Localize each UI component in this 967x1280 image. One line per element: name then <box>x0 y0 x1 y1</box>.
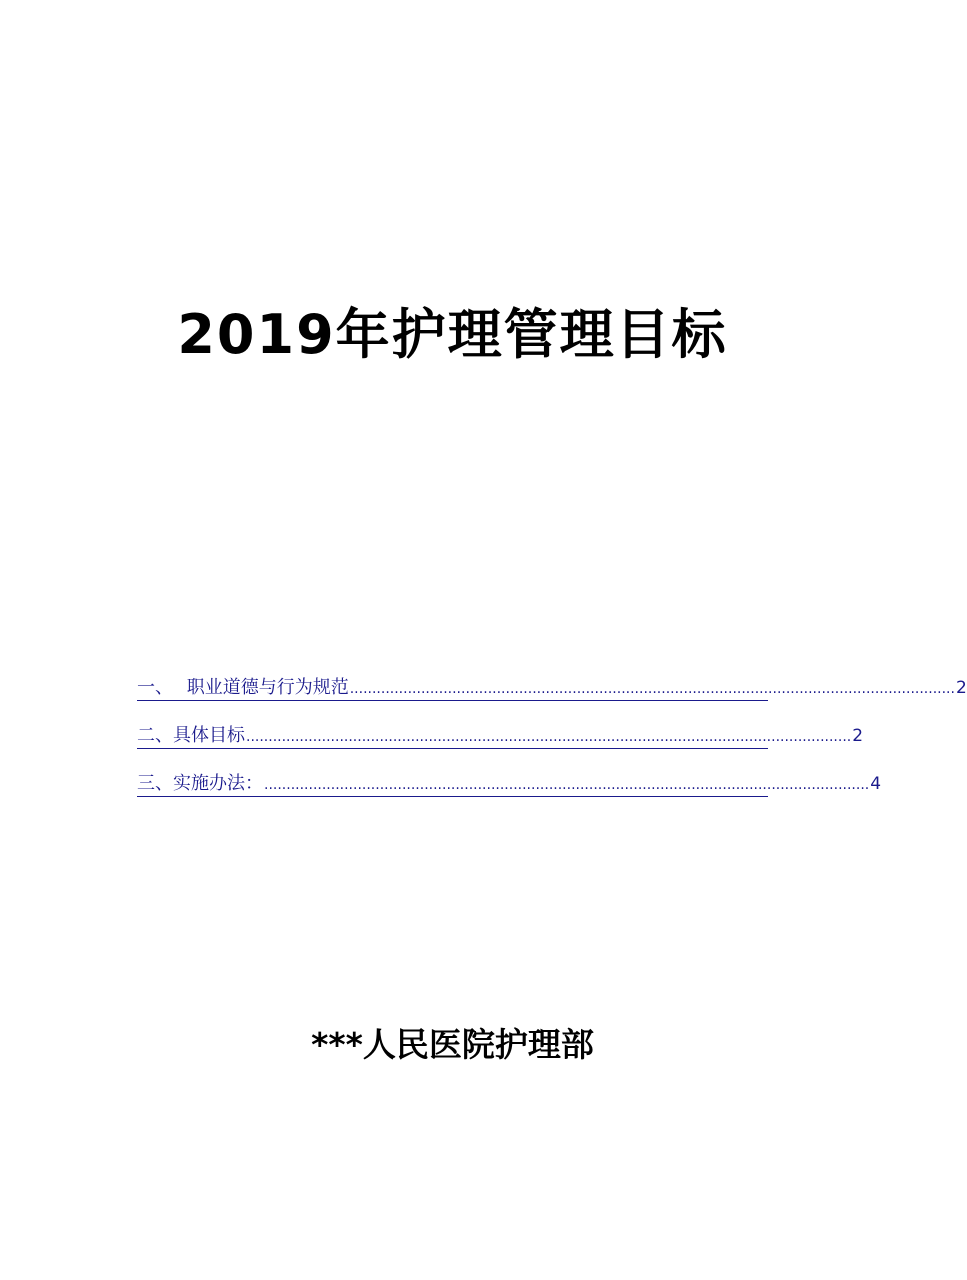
toc-dot-leader: ........................................................................................................................................ <box>349 681 955 697</box>
toc-dot-leader: ........................................................................................................................................ <box>264 777 870 793</box>
toc-entry-page: 2 <box>955 678 967 698</box>
table-of-contents <box>137 676 967 820</box>
toc-entry-label: 一、 职业道德与行为规范 <box>137 677 349 698</box>
toc-entry-methods[interactable] <box>137 772 882 797</box>
toc-entry-goals[interactable] <box>137 724 864 749</box>
toc-entry-label: 三、实施办法： <box>137 773 263 794</box>
document-title: 2019年护理管理目标 <box>177 303 728 366</box>
toc-entry-label: 二、具体目标 <box>137 725 245 746</box>
toc-entry-page: 2 <box>852 726 864 746</box>
toc-entry-ethics[interactable] <box>137 676 967 701</box>
toc-dot-leader: ........................................................................................................................................ <box>246 729 852 745</box>
organization-name: ***人民医院护理部 <box>311 1025 594 1064</box>
toc-entry-page: 4 <box>870 774 882 794</box>
